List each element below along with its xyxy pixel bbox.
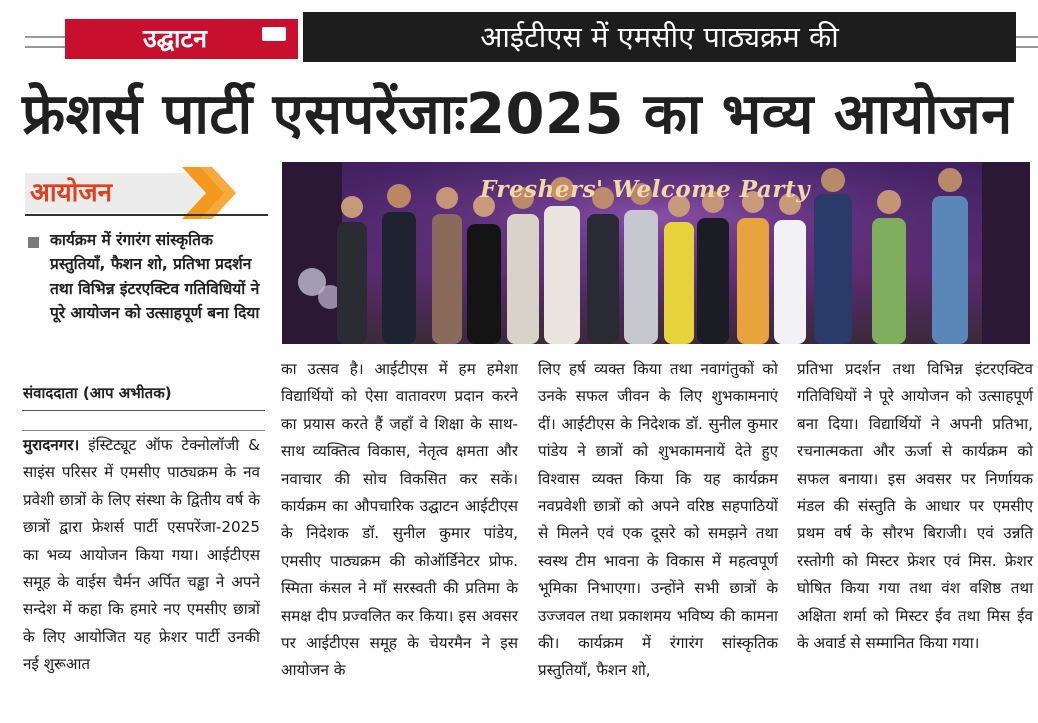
article-column-2: का उत्सव है। आईटीएस में हम हमेशा विद्यार्थियों को ऐसा वातावरण प्रदान करने का प्रयास करते हैं जहाँ वे शिक्षा के साथ-साथ व्यक्तित्व विकास, नेतृत्व क्षमता और नवाचार की सोच विकसित कर सकें। कार्यक्रम का औपचारिक उद्घाटन आईटीएस के निदेशक डॉ. सुनील कुमार पांडेय, एमसीए पाठ्यक्रम की कोऑर्डिनेटर प्रोफ. स्मिता कंसल ने माँ सरस्वती की प्रतिमा के समक्ष दीप प्रज्वलित कर किया। इस अवसर पर आईटीएस समूह के चेयरमैन ने इस आयोजन के: [281, 360, 518, 680]
top-rule-right: [1016, 36, 1038, 48]
highlight-blurb: कार्यक्रम में रंगारंग सांस्कृतिक प्रस्तुतियाँ, फैशन शो, प्रतिभा प्रदर्शन तथा विभिन्न इंटरएक्टिव गतिविधियों ने पूरे आयोजन को उत्साहपूर्ण बना दिया: [50, 231, 260, 322]
article-column-1-text: इंस्टिट्यूट ऑफ टेक्नोलॉजी & साइंस परिसर में एमसीए पाठ्यक्रम के नव प्रवेशी छात्रों के लिए संस्था के द्वितीय वर्ष के छात्रों द्वारा फ्रेशर्स पार्टी एसपरेंजा-2025 का भव्य आयोजन किया गया। आईटीएस समूह के वाईस चैर्मन अर्पित चड्ढा ने अपने सन्देश में कहा कि हमारे नए एमसीए छात्रों के लिए आयोजित यह फ्रेशर पार्टी उनकी नई शुरूआत: [23, 436, 260, 674]
section-underline: [25, 214, 268, 216]
section-tag-inauguration: उद्घाटन: [65, 19, 298, 59]
top-rule-left: [25, 36, 65, 48]
byline: संवाददाता (आप अभीतक): [23, 384, 172, 402]
square-bullet-icon: [28, 237, 39, 248]
chevron-arrow-icon: [178, 165, 240, 221]
article-column-4: प्रतिभा प्रदर्शन तथा विभिन्न इंटरएक्टिव गतिविधियों ने पूरे आयोजन को उत्साहपूर्ण बना दिया। विद्यार्थियों ने अपनी प्रतिभा, रचनात्मकता और ऊर्जा से कार्यक्रम को सफल बनाया। इस अवसर पर निर्णायक मंडल की संस्तुति के आधार पर एमसीए प्रथम वर्ष के सौरभ बिराजी। एवं उन्नति रस्तोगी को मिस्टर फ्रेशर एवं मिस. फ्रेशर घोषित किया गया तथा वंश वशिष्ठ तथा अक्षिता शर्मा को मिस्टर ईव तथा मिस ईव के अवार्ड से सम्मानित किया गया।: [797, 360, 1033, 653]
dateline: मुरादनगर।: [23, 436, 80, 454]
section-label: आयोजन: [30, 178, 113, 208]
kicker-strap: आईटीएस में एमसीए पाठ्यक्रम की: [303, 12, 1016, 62]
headline: फ्रेशर्स पार्टी एसपरेंजाः2025 का भव्य आयोजन: [22, 82, 1013, 147]
column-rule: [22, 430, 265, 431]
photo-banner-text: Freshers' Welcome Party: [480, 176, 810, 203]
section-tag-notch: [262, 27, 286, 41]
article-column-1: [23, 432, 260, 679]
article-column-3: लिए हर्ष व्यक्त किया तथा नवागंतुकों को उनके सफल जीवन के लिए शुभकामनाएं दीं। आईटीएस के निदेशक डॉ. सुनील कुमार पांडेय ने छात्रों को शुभकामनायें देते हुए विश्वास व्यक्त किया कि यह कार्यक्रम नवप्रवेशी छात्रों को अपने वरिष्ठ सहपाठियों से मिलने एवं एक दूसरे को समझने तथा स्वस्थ टीम भावना के विकास में महत्वपूर्ण भूमिका निभाएगा। उन्होंने सभी छात्रों के उज्जवल तथा प्रकाशमय भविष्य की कामना की। कार्यक्रम में रंगारंग सांस्कृतिक प्रस्तुतियाँ, फैशन शो,: [538, 360, 778, 680]
byline-rule: [22, 410, 265, 411]
